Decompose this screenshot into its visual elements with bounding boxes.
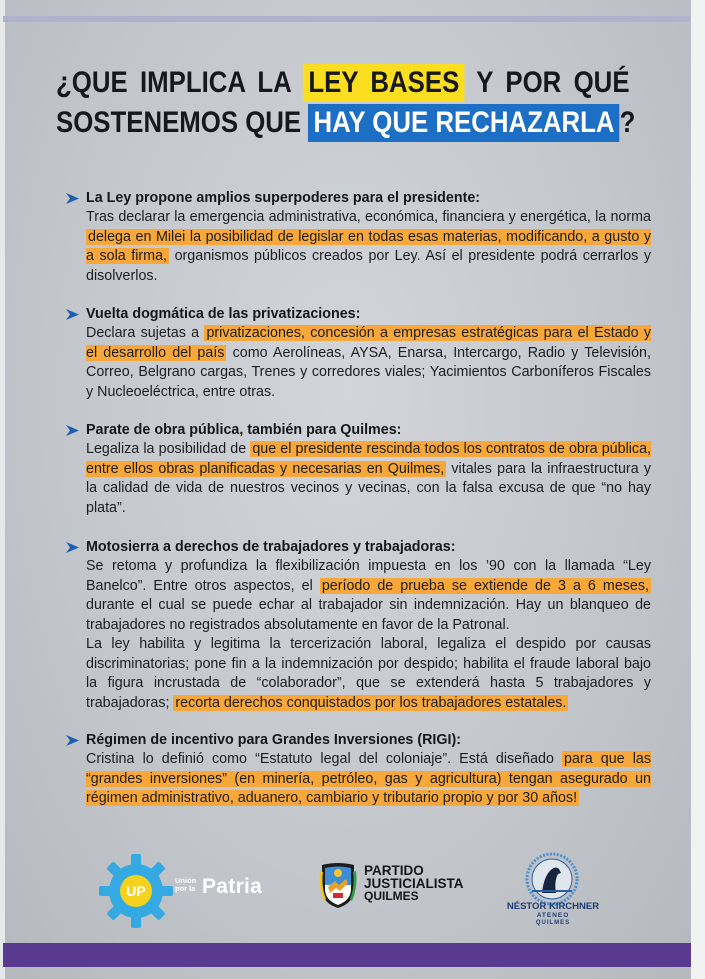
section-body <box>66 440 651 518</box>
logos-row <box>0 845 691 945</box>
section-title-text: Parate de obra pública, también para Quilmes: <box>86 422 402 438</box>
section-title-text: Vuelta dogmática de las privatizaciones: <box>86 306 361 322</box>
arrow-bullet-icon <box>66 734 79 747</box>
nestor-kirchner-text: NÉSTOR KIRCHNER <box>506 901 600 912</box>
section-title-text: Régimen de incentivo para Grandes Inversiones (RIGI): <box>86 732 461 748</box>
headline-line-2-suffix: ? <box>619 106 636 139</box>
section-title-text: La Ley propone amplios superpoderes para el presidente: <box>86 190 481 206</box>
footer-purple-bar <box>3 943 691 967</box>
section-rigi <box>66 731 651 809</box>
top-accent-bar <box>3 16 689 22</box>
section-trabajadores <box>66 538 651 713</box>
union-por-la-patria-wordmark <box>175 875 295 911</box>
section-highlight: delega en Milei la posibilidad de legislar en todas esas materias, modificando, a gusto y a sola firma, <box>86 228 651 264</box>
up-badge-text: UP <box>126 883 146 899</box>
section-text: La ley habilita y legitima la tercerización laboral, legaliza el despido por causas discriminatorias; pone fin a la indemnización por despido; habilita el fraude laboral bajo la figura incrustada de “colaborador”, que se extenderá hasta 5 trabajadores y trabajadoras; <box>86 636 651 711</box>
union-word: Unión <box>175 876 197 885</box>
patria-word: Patria <box>202 875 263 898</box>
headline <box>56 64 646 142</box>
headline-line-2-prefix: SOSTENEMOS QUE <box>56 106 309 139</box>
section-body <box>66 750 651 809</box>
section-highlight: para que las “grandes inversiones” (en minería, petróleo, gas y agricultura) tengan asegurado un régimen administrativo, aduanero, cambiario y tributario propio y por 30 años! <box>86 751 651 806</box>
por-la-word: por la <box>175 884 196 893</box>
quilmes-word: QUILMES <box>364 889 419 903</box>
union-por-la-small <box>175 877 196 893</box>
section-superpoderes <box>66 189 651 286</box>
page-edge <box>0 0 5 979</box>
section-highlight: que el presidente rescinda todos los contratos de obra pública, entre ellos obras planificadas y necesarias en Quilmes, <box>86 441 651 477</box>
section-text: Cristina lo definió como “Estatuto legal del coloniaje”. Está diseñado <box>86 751 563 767</box>
headline-line-2 <box>56 104 636 142</box>
section-text: Declara sujetas a <box>86 325 205 341</box>
section-text: Tras declarar la emergencia administrativa, económica, financiera y energética, la norma <box>86 209 651 225</box>
section-title <box>66 189 651 208</box>
section-title <box>66 421 651 440</box>
section-text: Se retoma y profundiza la flexibilización impuesta en los ’90 con la llamada “Ley Banelco”. Entre otros aspectos, el <box>86 558 651 594</box>
section-obra-publica <box>66 421 651 518</box>
section-body <box>66 324 651 402</box>
headline-ley-bases-highlight: LEY BASES <box>303 64 464 102</box>
section-title-text: Motosierra a derechos de trabajadores y trabajadoras: <box>86 539 456 555</box>
ateneo-nestor-kirchner-seal-icon <box>520 851 584 907</box>
section-text: organismos públicos creados por Ley. Así el presidente podrá cerrarlos y disolverlos. <box>86 248 651 284</box>
section-body <box>66 557 651 713</box>
section-highlight: período de prueba se extiende de 3 a 6 meses, <box>321 577 649 594</box>
section-title <box>66 305 651 324</box>
union-por-la-patria-logo <box>98 853 174 929</box>
section-highlight: recorta derechos conquistados por los trabajadores estatales. <box>175 694 567 711</box>
nk-quilmes-text: QUILMES <box>535 920 571 926</box>
section-highlight: privatizaciones, concesión a empresas estratégicas para el Estado y el desarrollo del país <box>86 325 651 361</box>
headline-rechazarla-highlight: HAY QUE RECHAZARLA <box>308 104 619 142</box>
arrow-bullet-icon <box>66 192 79 205</box>
pj-shield-icon <box>318 861 358 909</box>
arrow-bullet-icon <box>66 424 79 437</box>
section-text: durante el cual se puede echar al trabajador sin indemnización. Hay un blanqueo de trabajadores no registrados absolutamente en favor de la Patronal. <box>86 597 651 633</box>
section-text: vitales para la infraestructura y la calidad de vida de nuestros vecinos y vecinas, con la falsa excusa de que “no hay plata”. <box>86 460 651 516</box>
partido-word: PARTIDO <box>364 863 424 878</box>
ateneo-text: ATENEO <box>536 912 570 919</box>
headline-line-1-prefix: ¿QUE IMPLICA LA <box>56 66 304 99</box>
headline-line-1-suffix: Y POR QUÉ <box>464 66 630 99</box>
arrow-bullet-icon <box>66 541 79 554</box>
section-privatizaciones <box>66 305 651 402</box>
arrow-bullet-icon <box>66 308 79 321</box>
justicialista-word: JUSTICIALISTA <box>364 876 464 891</box>
partido-justicialista-wordmark <box>364 864 464 903</box>
section-text: Legaliza la posibilidad de <box>86 441 251 457</box>
section-body <box>66 208 651 286</box>
section-title <box>66 731 651 750</box>
section-text: como Aerolíneas, AYSA, Enarsa, Intercargo, Radio y Televisión, Correo, Belgrano cargas, Trenes y corredores viales; Yacimientos Carboníferos Fiscales y Nucleoeléctrica, entre otras. <box>86 344 651 400</box>
headline-line-1 <box>56 64 630 102</box>
section-title <box>66 538 651 557</box>
